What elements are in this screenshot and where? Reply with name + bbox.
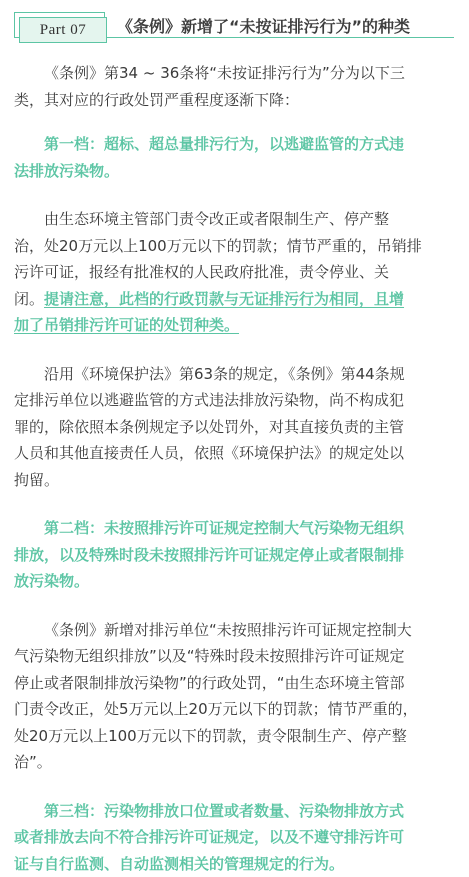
part-badge: Part 07 xyxy=(19,17,107,43)
heading-line: 排放，以及特殊时段未按照排污许可证规定停止或者限制排 xyxy=(14,542,456,569)
paragraph-line: 《条例》第34 ~ 36条将“未按证排污行为”分为以下三 xyxy=(14,60,456,87)
paragraph-text: 闭。 xyxy=(14,290,44,308)
heading-line: 第一档：超标、超总量排污行为，以逃避监管的方式违 xyxy=(14,131,456,158)
tier-two-heading xyxy=(14,515,456,595)
paragraph-line xyxy=(14,286,456,313)
article-body xyxy=(14,60,456,877)
tier-two-penalty-paragraph xyxy=(14,617,456,776)
tier-one-heading xyxy=(14,131,456,184)
tier-one-penalty-paragraph xyxy=(14,206,456,339)
intro-paragraph xyxy=(14,60,456,113)
heading-line: 法排放污染物。 xyxy=(14,158,456,185)
section-header xyxy=(14,12,457,38)
paragraph-line: 人员和其他直接责任人员，依照《环境保护法》的规定处以 xyxy=(14,440,456,467)
paragraph-line: 《条例》新增对排污单位“未按照排污许可证规定控制大 xyxy=(14,617,456,644)
paragraph-line: 处20万元以上100万元以下的罚款，责令限制生产、停产整 xyxy=(14,723,456,750)
paragraph-line: 定排污单位以逃避监管的方式违法排放污染物，尚不构成犯 xyxy=(14,387,456,414)
paragraph-line: 门责令改正，处5万元以上20万元以下的罚款；情节严重的， xyxy=(14,696,456,723)
heading-line: 第二档：未按照排污许可证规定控制大气污染物无组织 xyxy=(14,515,456,542)
paragraph-line: 沿用《环境保护法》第63条的规定，《条例》第44条规 xyxy=(14,361,456,388)
heading-line: 或者排放去向不符合排污许可证规定，以及不遵守排污许可 xyxy=(14,824,456,851)
detention-paragraph xyxy=(14,361,456,494)
paragraph-line: 类，其对应的行政处罚严重程度逐渐下降： xyxy=(14,87,456,114)
heading-line: 证与自行监测、自动监测相关的管理规定的行为。 xyxy=(14,851,456,877)
paragraph-line xyxy=(14,312,456,339)
paragraph-line: 污许可证，报经有批准权的人民政府批准，责令停业、关 xyxy=(14,259,456,286)
paragraph-line: 由生态环境主管部门责令改正或者限制生产、停产整 xyxy=(14,206,456,233)
paragraph-line: 罪的，除依照本条例规定予以处罚外，对其直接负责的主管 xyxy=(14,414,456,441)
paragraph-line: 停止或者限制排放污染物”的行政处罚，“由生态环境主管部 xyxy=(14,670,456,697)
heading-line: 第三档：污染物排放口位置或者数量、污染物排放方式 xyxy=(14,798,456,825)
highlight-note: 提请注意，此档的行政罚款与无证排污行为相同，且增 xyxy=(44,290,404,308)
paragraph-line: 治，处20万元以上100万元以下的罚款；情节严重的，吊销排 xyxy=(14,233,456,260)
paragraph-line: 治”。 xyxy=(14,749,456,776)
section-title: 《条例》新增了“未按证排污行为”的种类 xyxy=(117,14,410,37)
tier-three-heading xyxy=(14,798,456,877)
heading-line: 放污染物。 xyxy=(14,568,456,595)
paragraph-line: 气污染物无组织排放”以及“特殊时段未按照排污许可证规定 xyxy=(14,643,456,670)
paragraph-line: 拘留。 xyxy=(14,467,456,494)
highlight-note: 加了吊销排污许可证的处罚种类。 xyxy=(14,316,239,334)
